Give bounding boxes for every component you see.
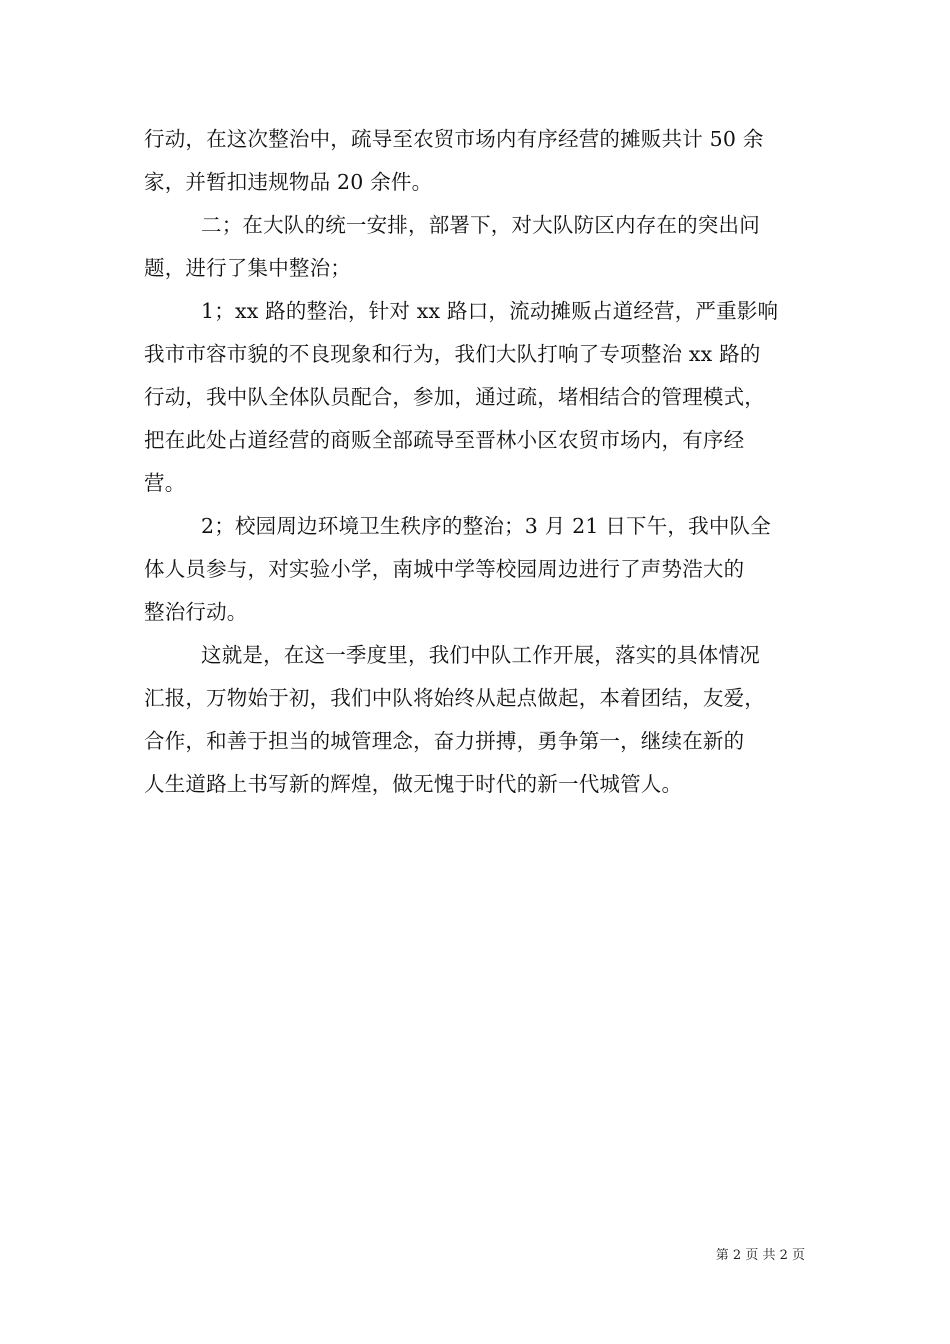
paragraph-4-line-3: 整治行动。 [144,600,248,624]
paragraph-3-line-5: 营。 [144,471,186,495]
document-body [144,118,814,806]
paragraph-5-line-4: 人生道路上书写新的辉煌，做无愧于时代的新一代城管人。 [144,772,683,796]
paragraph-3-line-2: 我市市容市貌的不良现象和行为，我们大队打响了专项整治 xx 路的 [144,342,761,366]
paragraph-2-line-2: 题，进行了集中整治； [144,256,351,280]
paragraph-4-line-2: 体人员参与，对实验小学，南城中学等校园周边进行了声势浩大的 [144,557,745,581]
text-line-2: 家，并暂扣违规物品 20 余件。 [144,170,433,194]
text-line-1: 行动，在这次整治中，疏导至农贸市场内有序经营的摊贩共计 50 余 [144,127,764,151]
paragraph-2-line-1: 二；在大队的统一安排，部署下，对大队防区内存在的突出问 [201,213,760,237]
paragraph-3-line-4: 把在此处占道经营的商贩全部疏导至晋林小区农贸市场内，有序经 [144,428,745,452]
page-number-footer: 第 2 页 共 2 页 [715,1248,805,1263]
paragraph-5-line-2: 汇报，万物始于初，我们中队将始终从起点做起，本着团结，友爱， [144,686,765,710]
paragraph-3-line-1: 1；xx 路的整治，针对 xx 路口，流动摊贩占道经营，严重影响 [201,299,779,323]
paragraph-4-line-1: 2；校园周边环境卫生秩序的整治；3 月 21 日下午，我中队全 [201,514,771,538]
paragraph-3-line-3: 行动，我中队全体队员配合，参加，通过疏，堵相结合的管理模式， [144,385,765,409]
paragraph-5-line-1: 这就是，在这一季度里，我们中队工作开展，落实的具体情况 [201,643,760,667]
paragraph-5-line-3: 合作，和善于担当的城管理念，奋力拼搏，勇争第一，继续在新的 [144,729,745,753]
